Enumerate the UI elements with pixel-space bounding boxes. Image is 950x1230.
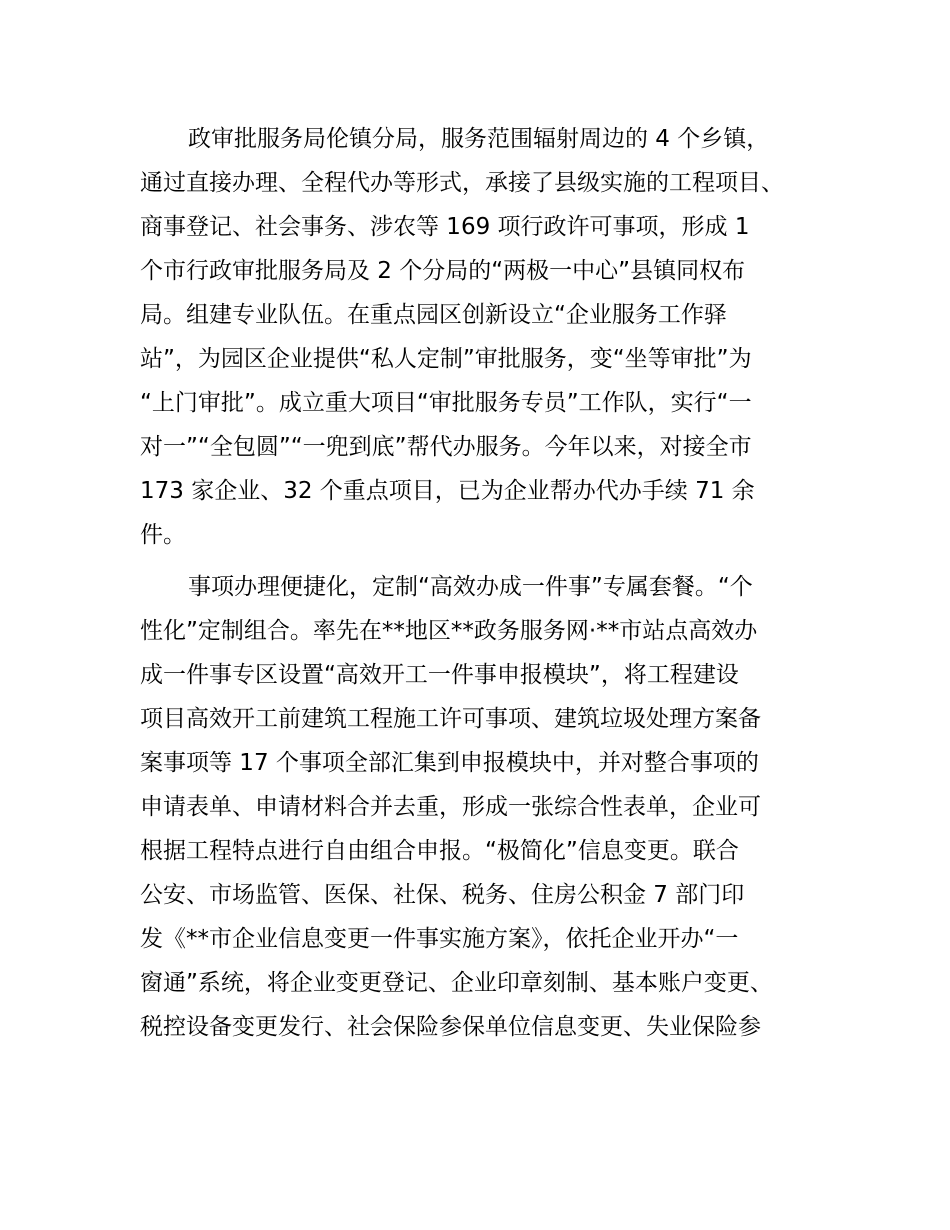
paragraph-line: 项目高效开工前建筑工程施工许可事项、建筑垃圾处理方案备 bbox=[140, 706, 761, 732]
paragraph-line: 个市行政审批服务局及 2 个分局的“两极一中心”县镇同权布 bbox=[140, 258, 746, 284]
paragraph-spacer bbox=[140, 557, 840, 565]
paragraph-line: 申请表单、申请材料合并去重，形成一张综合性表单，企业可 bbox=[140, 794, 761, 820]
paragraph-line: 性化”定制组合。率先在**地区**政务服务网·**市站点高效办 bbox=[140, 618, 758, 644]
paragraph-line: 商事登记、社会事务、涉农等 169 项行政许可事项，形成 1 bbox=[140, 214, 750, 240]
paragraph-1 bbox=[140, 117, 840, 557]
paragraph-2 bbox=[140, 565, 840, 1049]
paragraph-line: 窗通”系统，将企业变更登记、企业印章刻制、基本账户变更、 bbox=[140, 970, 773, 996]
document-body bbox=[140, 117, 840, 1049]
paragraph-line: 站”，为园区企业提供“私人定制”审批服务，变“坐等审批”为 bbox=[140, 346, 752, 372]
paragraph-line: 案事项等 17 个事项全部汇集到申报模块中，并对整合事项的 bbox=[140, 750, 759, 776]
paragraph-line: 事项办理便捷化，定制“高效办成一件事”专属套餐。“个 bbox=[188, 574, 753, 600]
paragraph-line: “上门审批”。成立重大项目“审批服务专员”工作队，实行“一 bbox=[140, 390, 752, 416]
paragraph-line: 根据工程特点进行自由组合申报。“极简化”信息变更。联合 bbox=[140, 838, 739, 864]
paragraph-line: 局。组建专业队伍。在重点园区创新设立“企业服务工作驿 bbox=[140, 302, 727, 328]
paragraph-line: 通过直接办理、全程代办等形式，承接了县级实施的工程项目、 bbox=[140, 170, 784, 196]
paragraph-line: 税控设备变更发行、社会保险参保单位信息变更、失业保险参 bbox=[140, 1014, 761, 1040]
paragraph-line: 公安、市场监管、医保、社保、税务、住房公积金 7 部门印 bbox=[140, 882, 745, 908]
paragraph-line: 发《**市企业信息变更一件事实施方案》，依托企业开办“一 bbox=[140, 926, 739, 952]
paragraph-line: 对一”“全包圆”“一兜到底”帮代办服务。今年以来，对接全市 bbox=[140, 434, 752, 460]
paragraph-line: 成一件事专区设置“高效开工一件事申报模块”，将工程建设 bbox=[140, 662, 739, 688]
paragraph-line: 173 家企业、32 个重点项目，已为企业帮办代办手续 71 余 bbox=[140, 478, 755, 504]
paragraph-line: 件。 bbox=[140, 522, 186, 548]
paragraph-line: 政审批服务局伦镇分局，服务范围辐射周边的 4 个乡镇， bbox=[188, 126, 770, 152]
